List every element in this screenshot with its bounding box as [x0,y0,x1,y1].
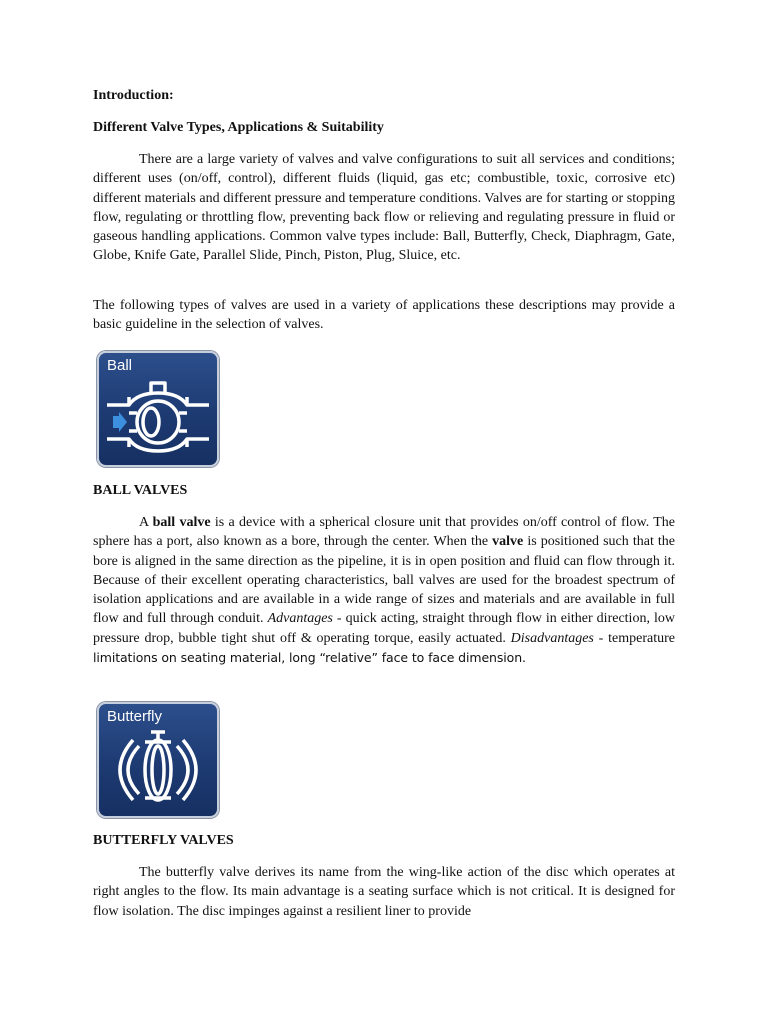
ball-text-a: A [139,515,153,530]
ball-text-d: - quick acting, straight through flow in either direction, low pressure drop, bubble tight shut off & operating torque, easily actuated. [93,611,675,646]
butterfly-valve-icon [97,702,219,818]
ball-valve-term: ball valve [152,515,211,530]
ball-valves-heading: BALL VALVES [93,483,188,498]
butterfly-valves-heading: BUTTERFLY VALVES [93,833,234,848]
valve-term: valve [492,534,524,550]
ball-valve-icon [97,351,219,467]
butterfly-icon-label: Butterfly [107,708,163,725]
advantages-term: Advantages [267,611,333,627]
ball-text-e: - temperature [593,630,675,646]
intro-heading: Introduction: [93,88,174,103]
butterfly-valves-paragraph: The butterfly valve derives its name from the wing-like action of the disc which operates at right angles to the flow. Its main advantage is a seating surface which is not critical. It is designed for flow isolation. The disc impinges against a resilient liner to provide [93,865,675,919]
ball-valve-symbol-icon [99,353,217,465]
section-heading: Different Valve Types, Applications & Suitability [93,120,384,135]
disadvantages-term: Disadvantages [510,630,594,646]
ball-text-b: is a device with a spherical closure unit that provides on/off control of flow. The sphere has a port, also known as a bore, through the center. When the [93,515,675,550]
butterfly-valve-symbol-icon [99,704,217,816]
ball-icon-label: Ball [107,357,133,374]
ball-text-tail: limitations on seating material, long “relative” face to face dimension. [93,650,526,666]
intro-paragraph: There are a large variety of valves and valve configurations to suit all services and conditions; different uses (on/off, control), different fluids (liquid, gas etc; combustible, toxic, corrosive etc) different materials and different pressure and temperature conditions. Valves are for starting or stopping flow, regulating or throttling flow, preventing back flow or relieving and regulating pressure in fluid or gaseous handling applications. Common valve types include: Ball, Butterfly, Check, Diaphragm, Gate, Globe, Knife Gate, Parallel Slide, Pinch, Piston, Plug, Sluice, etc. [93,152,675,264]
ball-text-c: is positioned such that the bore is aligned in the same direction as the pipeline, it is in open position and fluid can flow through it. Because of their excellent operating characteristics, ball valves are used for the broadest spectrum of isolation applications and are available in a wide range of sizes and materials and are available in full flow and full through conduit. [93,534,675,627]
ball-valves-paragraph [93,513,675,668]
guideline-paragraph: The following types of valves are used in a variety of applications these descriptions may provide a basic guideline in the selection of valves. [93,298,675,333]
